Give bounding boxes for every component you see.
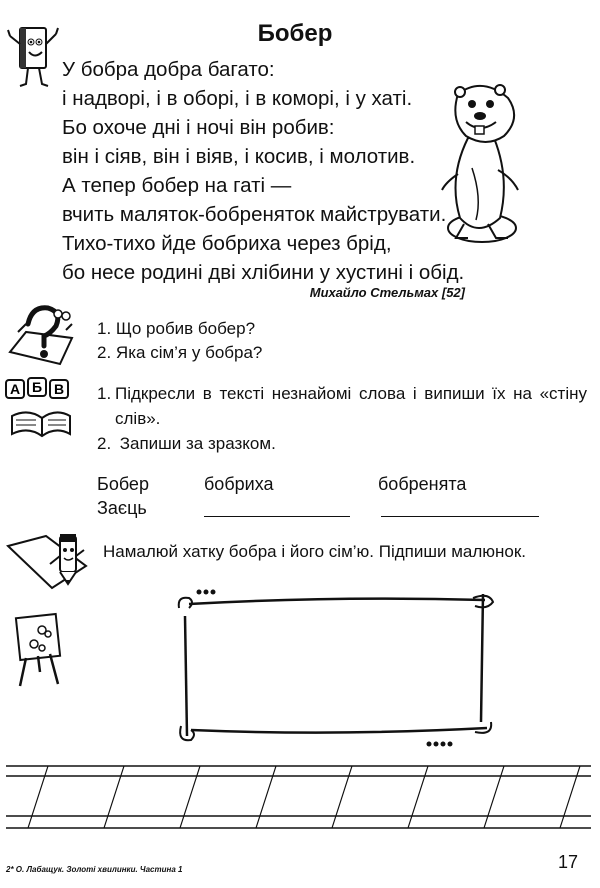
beaver-illustration	[438, 78, 538, 250]
answer-line[interactable]	[381, 516, 539, 517]
icon-letter: Б	[31, 379, 43, 395]
poem-line: і надворі, і в оборі, і в коморі, і у хаті.	[62, 87, 413, 110]
poem-line: А тепер бобер на гаті —	[62, 174, 292, 197]
poem-line: Тихо-тихо йде бобриха через брід,	[62, 232, 392, 255]
easel-icon	[14, 612, 74, 688]
question-number: 2.	[97, 343, 112, 362]
poem-line: вчить маляток-бобреняток майструвати.	[62, 203, 447, 226]
pencil-mascot-icon	[6, 530, 88, 592]
task-2	[97, 431, 587, 456]
abc-book-icon	[4, 376, 74, 440]
question-text: Що робив бобер?	[115, 319, 256, 338]
poem-line: бо несе родині дві хлібини у хустині і обід.	[62, 261, 465, 284]
question-text: Яка сім’я у бобра?	[115, 343, 263, 362]
task-text: Підкресли в тексті незнайомі слова і випиши їх на «стіну слів».	[115, 384, 587, 428]
task-number: 1.	[97, 384, 112, 403]
task-number: 2.	[97, 434, 112, 453]
example-word: Бобер	[97, 474, 149, 494]
writing-lines[interactable]	[6, 764, 591, 834]
poem-line: він і сіяв, він і віяв, і косив, і молотив.	[62, 145, 416, 168]
question-number: 1.	[97, 319, 112, 338]
task-text: Запиши за зразком.	[119, 434, 276, 453]
question-2	[97, 343, 262, 363]
answer-line[interactable]	[204, 516, 350, 517]
poem-line: Бо охоче дні і ночі він робив:	[62, 116, 335, 139]
example-word: бобриха	[204, 474, 274, 494]
task-1	[97, 381, 587, 431]
author-credit: Михайло Стельмах [52]	[309, 285, 465, 300]
question-1	[97, 319, 255, 339]
icon-letter: В	[53, 381, 65, 397]
example-word: Заєць	[97, 498, 147, 518]
page-number: 17	[557, 852, 578, 872]
poem-line: У бобра добра багато:	[62, 58, 275, 81]
question-mascot-icon	[6, 302, 78, 368]
page-title: Бобер	[257, 20, 333, 47]
footer-credit: 2* О. Лабащук. Золоті хвилинки. Частина 1	[6, 865, 183, 874]
drawing-task-text: Намалюй хатку бобра і його сім’ю. Підпиши малюнок.	[103, 542, 527, 561]
drawing-frame[interactable]	[175, 586, 500, 748]
icon-letter: А	[9, 381, 21, 397]
example-word: бобренята	[378, 474, 467, 494]
